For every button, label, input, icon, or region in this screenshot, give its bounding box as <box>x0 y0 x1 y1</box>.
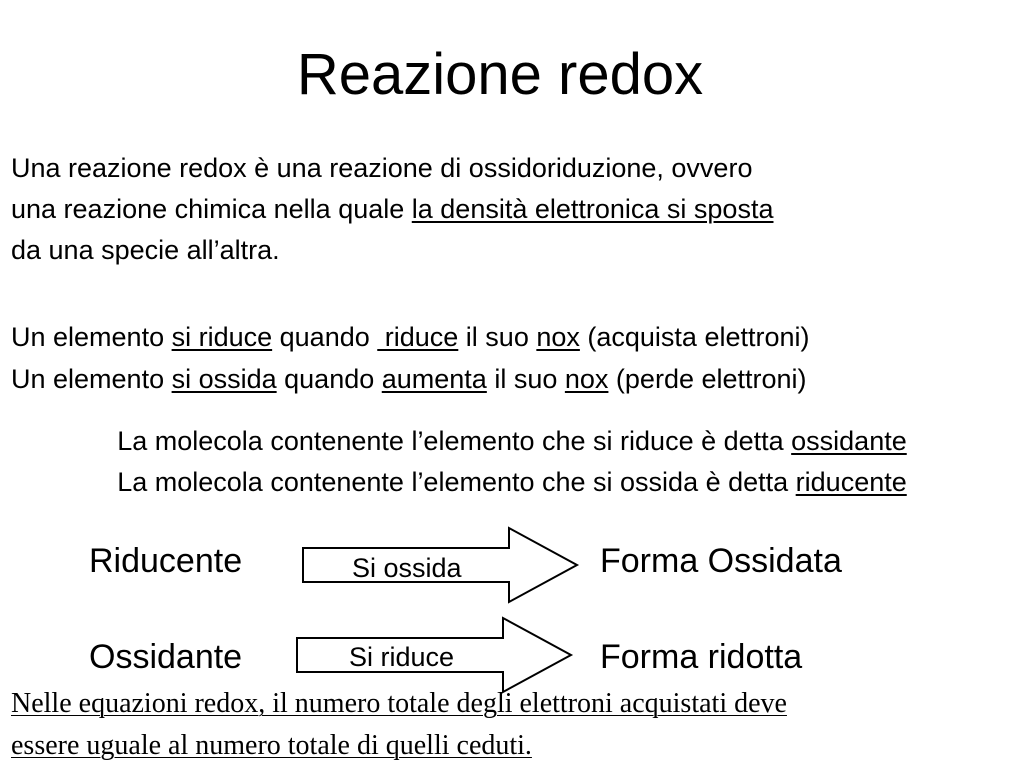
reductant-term: riducente <box>795 467 907 497</box>
oxidation-rule <box>11 358 810 400</box>
note-line-1: Nelle equazioni redox, il numero totale degli elettroni acquistati deve <box>11 688 787 719</box>
oxidant-label: Ossidante <box>89 638 243 676</box>
reduction-nox: nox <box>536 322 580 352</box>
electron-balance-note <box>11 683 787 767</box>
oxidant-rule <box>0 421 1024 462</box>
slide-title: Reazione redox <box>296 42 704 107</box>
oxidant-rule-text: La molecola contenente l’elemento che si riduce è detta <box>117 426 792 456</box>
reduction-verb: riduce <box>377 322 459 352</box>
reduction-rule <box>11 316 810 358</box>
reduced-form-label: Forma ridotta <box>600 638 803 676</box>
redox-rules <box>11 316 810 400</box>
oxidation-rule-post: il suo <box>486 364 565 394</box>
reduction-rule-pre: Un elemento <box>11 322 172 352</box>
molecule-rules <box>0 421 1024 503</box>
definition-paragraph <box>11 148 773 271</box>
definition-line-3: da una specie all’altra. <box>11 235 280 265</box>
definition-line-1: Una reazione redox è una reazione di ossidoriduzione, ovvero <box>11 153 753 183</box>
reductant-rule-text: La molecola contenente l’elemento che si ossida è detta <box>117 467 796 497</box>
reduction-term: si riduce <box>171 322 273 352</box>
reduction-rule-tail: (acquista elettroni) <box>579 322 810 352</box>
oxidation-rule-pre: Un elemento <box>11 364 172 394</box>
reduction-rule-mid: quando <box>272 322 378 352</box>
reductant-label: Riducente <box>89 542 243 580</box>
definition-highlight: la densità elettronica si sposta <box>411 194 774 224</box>
reduction-arrow-label: Si riduce <box>349 642 455 672</box>
definition-line-2-text: una reazione chimica nella quale <box>11 194 412 224</box>
oxidation-verb: aumenta <box>381 364 487 394</box>
oxidant-term: ossidante <box>791 426 907 456</box>
oxidation-term: si ossida <box>171 364 277 394</box>
oxidation-rule-tail: (perde elettroni) <box>608 364 807 394</box>
oxidation-arrow-label: Si ossida <box>352 553 462 583</box>
note-line-2: essere uguale al numero totale di quelli ceduti. <box>11 730 532 761</box>
oxidized-form-label: Forma Ossidata <box>600 542 842 580</box>
oxidation-rule-mid: quando <box>276 364 382 394</box>
reduction-rule-post: il suo <box>458 322 537 352</box>
oxidation-nox: nox <box>564 364 609 394</box>
definition-line-2 <box>11 189 773 230</box>
reductant-rule <box>0 462 1024 503</box>
